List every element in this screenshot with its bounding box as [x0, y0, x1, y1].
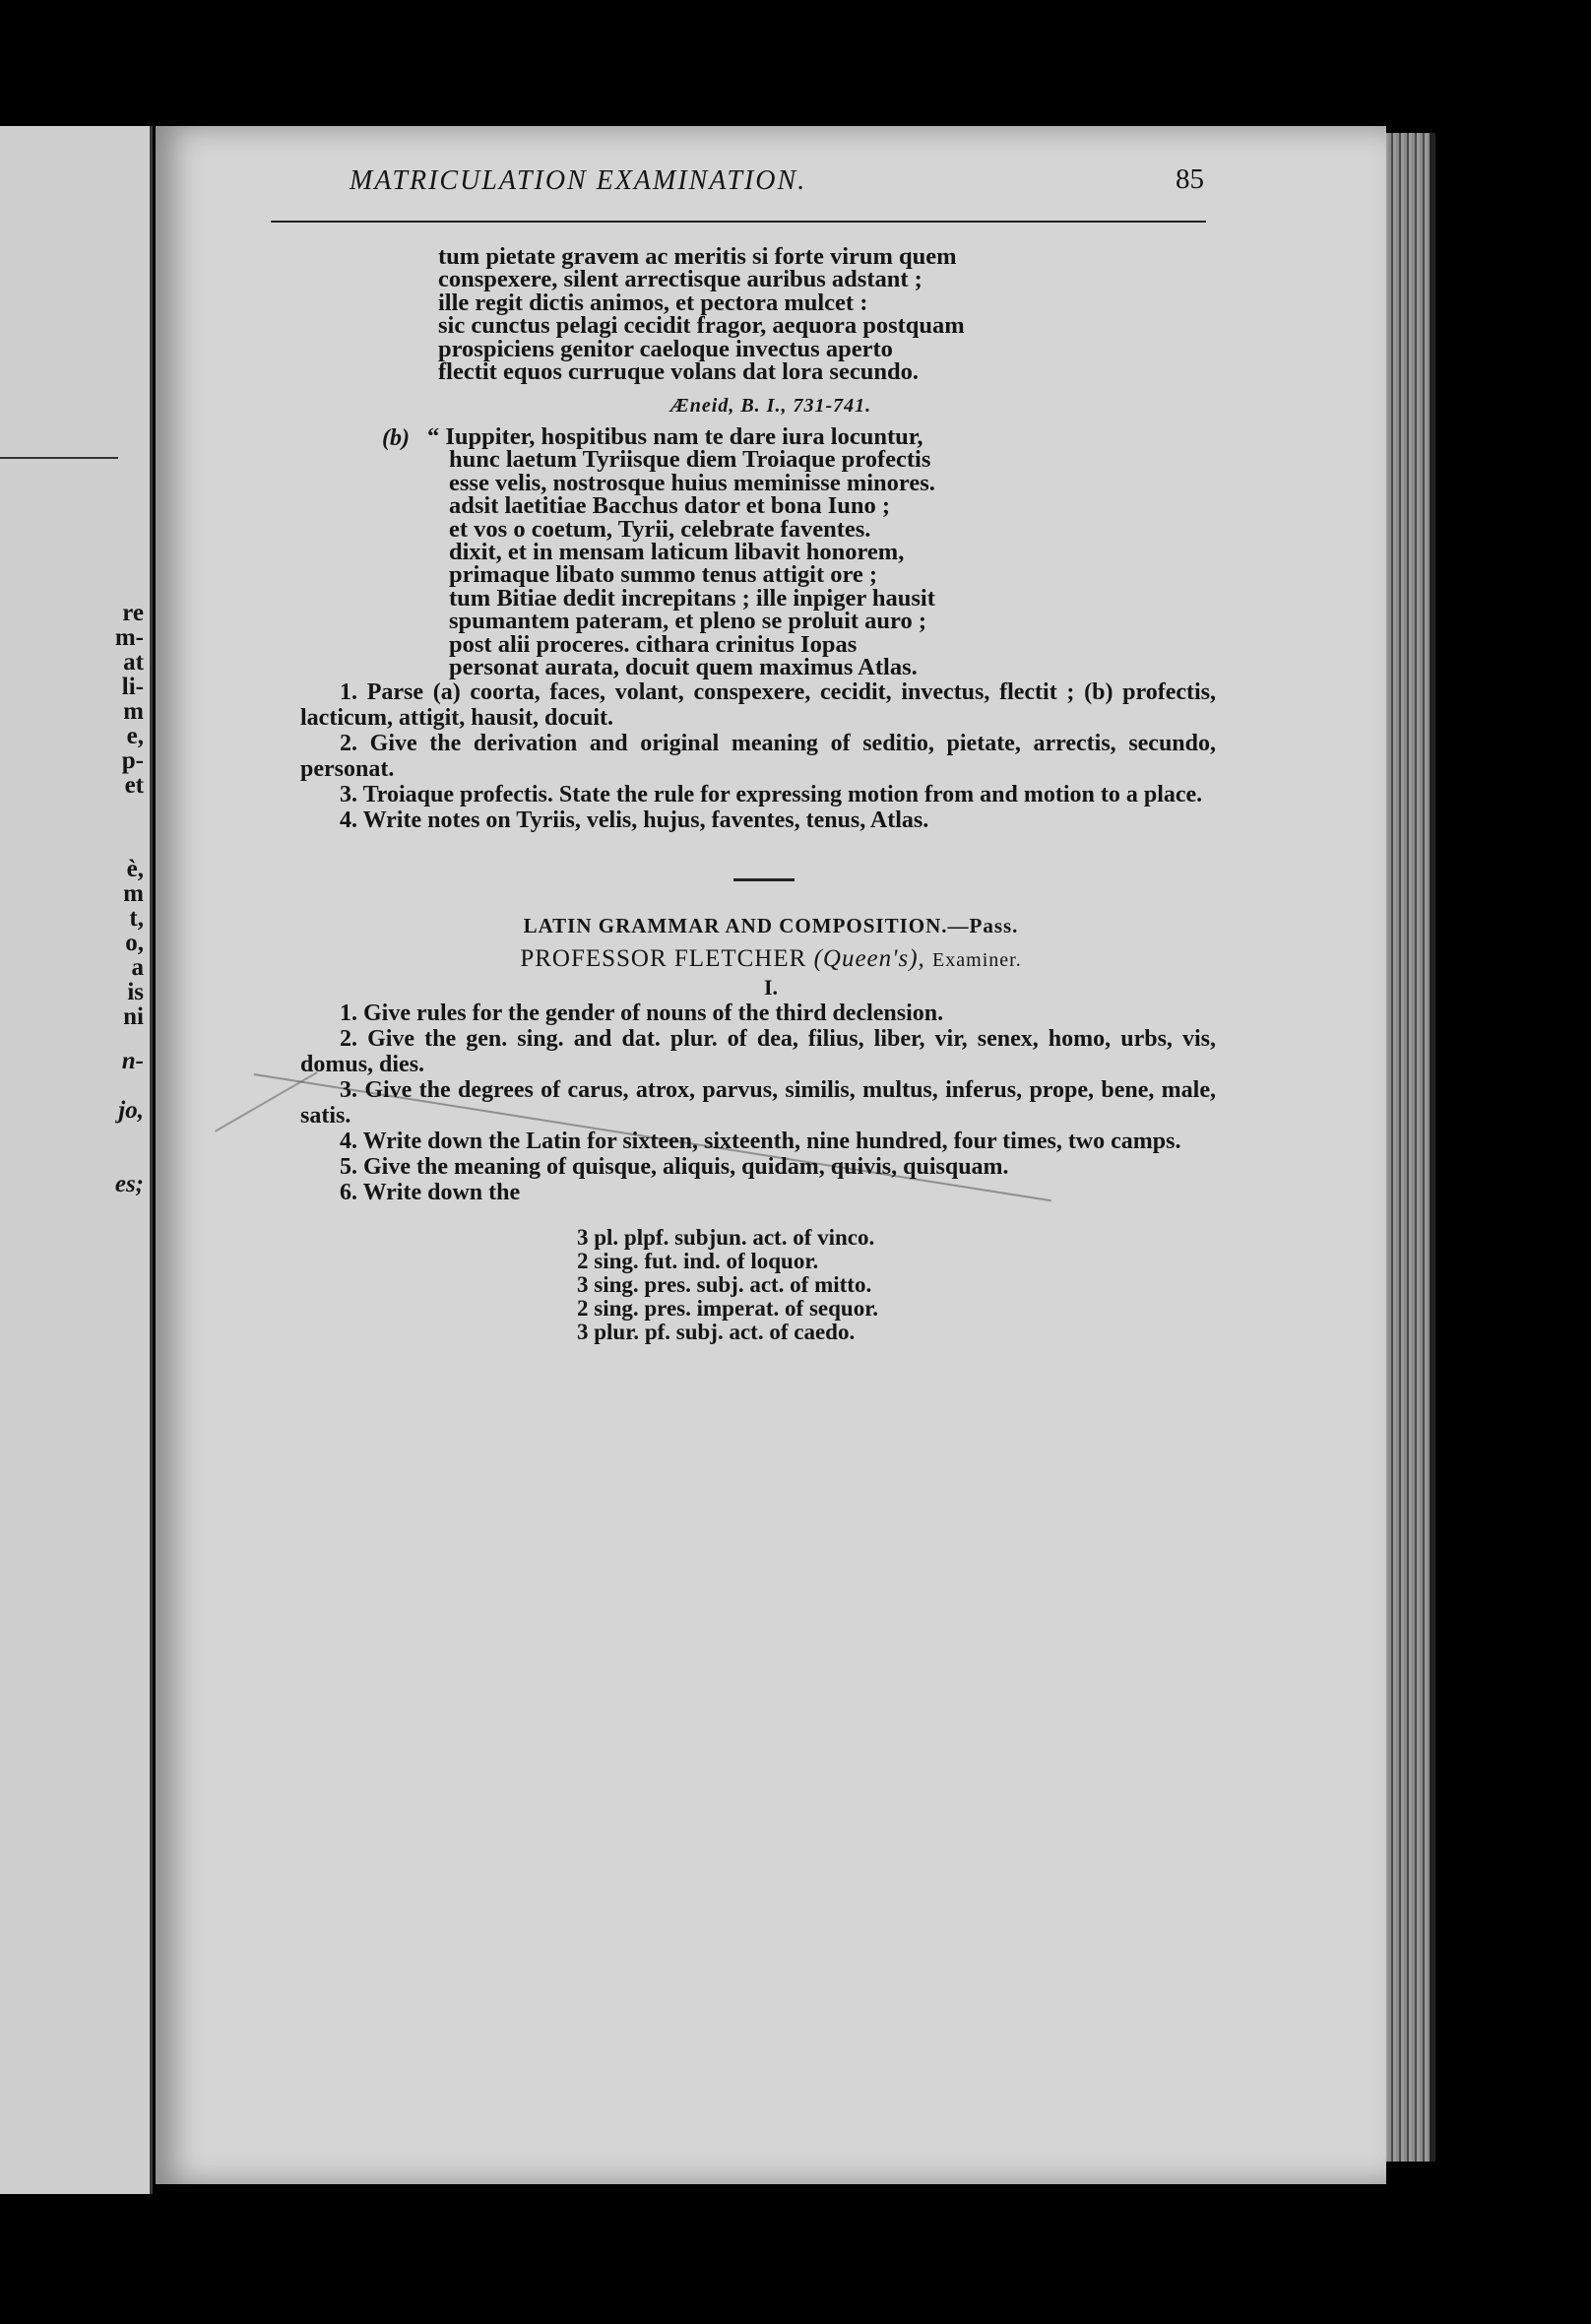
left-page-fragment: is — [127, 979, 144, 1005]
left-page-fragment: è, — [126, 856, 144, 882]
verse-line: hunc laetum Tyriisque diem Troiaque profectis — [449, 446, 931, 474]
verse-line: flectit equos curruque volans dat lora secundo. — [438, 358, 919, 386]
question-item: 2. Give the derivation and original meaning of seditio, pietate, arrectis, secundo, personat. — [300, 731, 1216, 782]
left-page-fragment: at — [123, 649, 144, 676]
question-item: 1. Parse (a) coorta, faces, volant, conspexere, cecidit, invectus, flectit ; (b) profectis, lacticum, attigit, hausit, docuit. — [300, 679, 1216, 731]
left-page-fragment: e, — [126, 723, 144, 749]
left-page-fragment: li- — [121, 674, 144, 700]
poem-b-marker: (b) — [382, 425, 410, 451]
verse-line: personat aurata, docuit quem maximus Atlas. — [449, 654, 918, 681]
page-header — [350, 165, 1216, 205]
verse-line: et vos o coetum, Tyrii, celebrate faventes. — [449, 515, 871, 543]
left-page-rule — [0, 457, 118, 459]
conjugation-item: 2 sing. fut. ind. of loquor. — [577, 1249, 819, 1273]
question-item: 1. Give rules for the gender of nouns of the third declension. — [340, 1001, 944, 1026]
left-page-fragment: jo, — [118, 1097, 144, 1124]
verse-line: conspexere, silent arrectisque auribus adstant ; — [438, 266, 923, 293]
part-numeral: I. — [763, 975, 779, 1000]
left-page-fragment: m — [123, 698, 144, 725]
question-item: 5. Give the meaning of quisque, aliquis, quidam, quivis, quisquam. — [340, 1154, 1009, 1180]
examiner-line — [156, 945, 1386, 973]
question-item: 3. Troiaque profectis. State the rule for expressing motion from and motion to a place. — [340, 782, 1203, 807]
section-divider — [733, 878, 795, 881]
verse-line: tum pietate gravem ac meritis si forte virum quem — [438, 243, 957, 270]
left-page-fragment: t, — [129, 905, 144, 932]
examiner-affiliation: (Queen's), — [813, 945, 925, 972]
verse-line: post alii proceres. cithara crinitus Iopas — [449, 630, 858, 658]
verse-line: tum Bitiae dedit increpitans ; ille inpiger hausit — [449, 584, 935, 612]
citation: Æneid, B. I., 731-741. — [669, 395, 872, 417]
verse-line: adsit laetitiae Bacchus dator et bona Iuno ; — [449, 492, 891, 520]
running-head: MATRICULATION EXAMINATION. — [350, 165, 807, 196]
section-title: LATIN GRAMMAR AND COMPOSITION.—Pass. — [523, 914, 1019, 937]
verse-line: esse velis, nostrosque huius meminisse minores. — [449, 469, 935, 496]
questions-poetry — [300, 679, 1216, 833]
left-page-fragment: re — [122, 600, 144, 626]
book-page-edges — [1380, 133, 1435, 2162]
conjugation-item: 2 sing. pres. imperat. of sequor. — [577, 1296, 879, 1321]
verse-line: “ Iuppiter, hospitibus nam te dare iura locuntur, — [427, 423, 923, 450]
left-page-fragment: es; — [114, 1171, 144, 1197]
conjugation-list — [577, 1226, 878, 1344]
verse-line: sic cunctus pelagi cecidit fragor, aequora postquam — [438, 312, 965, 340]
left-page-fragment: m- — [114, 624, 144, 651]
questions-grammar — [300, 1001, 1216, 1205]
conjugation-item: 3 sing. pres. subj. act. of mitto. — [577, 1272, 872, 1297]
question-item: 4. Write notes on Tyriis, velis, hujus, faventes, tenus, Atlas. — [340, 807, 929, 833]
left-page-fragment: m — [123, 880, 144, 907]
verse-line: spumantem pateram, et pleno se proluit auro ; — [449, 608, 926, 635]
page-number: 85 — [1176, 163, 1204, 195]
verse-line: dixit, et in mensam laticum libavit honorem, — [449, 539, 905, 566]
question-item: 3. Give the degrees of carus, atrox, parvus, similis, multus, inferus, prope, bene, male, satis. — [300, 1077, 1216, 1129]
left-page-fragment: n- — [121, 1048, 144, 1074]
examiner-role: Examiner. — [932, 949, 1022, 971]
conjugation-item: 3 pl. plpf. subjun. act. of vinco. — [577, 1225, 875, 1250]
question-item: 2. Give the gen. sing. and dat. plur. of dea, filius, liber, vir, senex, homo, urbs, vis, domus, dies. — [300, 1026, 1216, 1077]
left-page-fragment: o, — [125, 930, 144, 956]
poem-a — [438, 243, 1186, 386]
verse-line: ille regit dictis animos, et pectora mulcet : — [438, 289, 868, 316]
question-item: 6. Write down the — [340, 1180, 521, 1205]
left-page-fragment: et — [124, 772, 144, 799]
examiner-name: PROFESSOR FLETCHER — [520, 945, 807, 972]
conjugation-item: 3 plur. pf. subj. act. of caedo. — [577, 1320, 856, 1344]
header-rule — [271, 221, 1206, 223]
verse-line: prospiciens genitor caeloque invectus aperto — [438, 335, 893, 362]
left-page-fragment: p- — [121, 747, 144, 774]
question-item: 4. Write down the Latin for sixteen, sixteenth, nine hundred, four times, two camps. — [340, 1129, 1181, 1154]
poem-b — [427, 423, 1176, 681]
left-page-fragment: ni — [123, 1003, 144, 1030]
verse-line: primaque libato summo tenus attigit ore ; — [449, 561, 878, 589]
left-facing-page — [0, 126, 153, 2194]
left-page-fragment: a — [131, 954, 144, 981]
